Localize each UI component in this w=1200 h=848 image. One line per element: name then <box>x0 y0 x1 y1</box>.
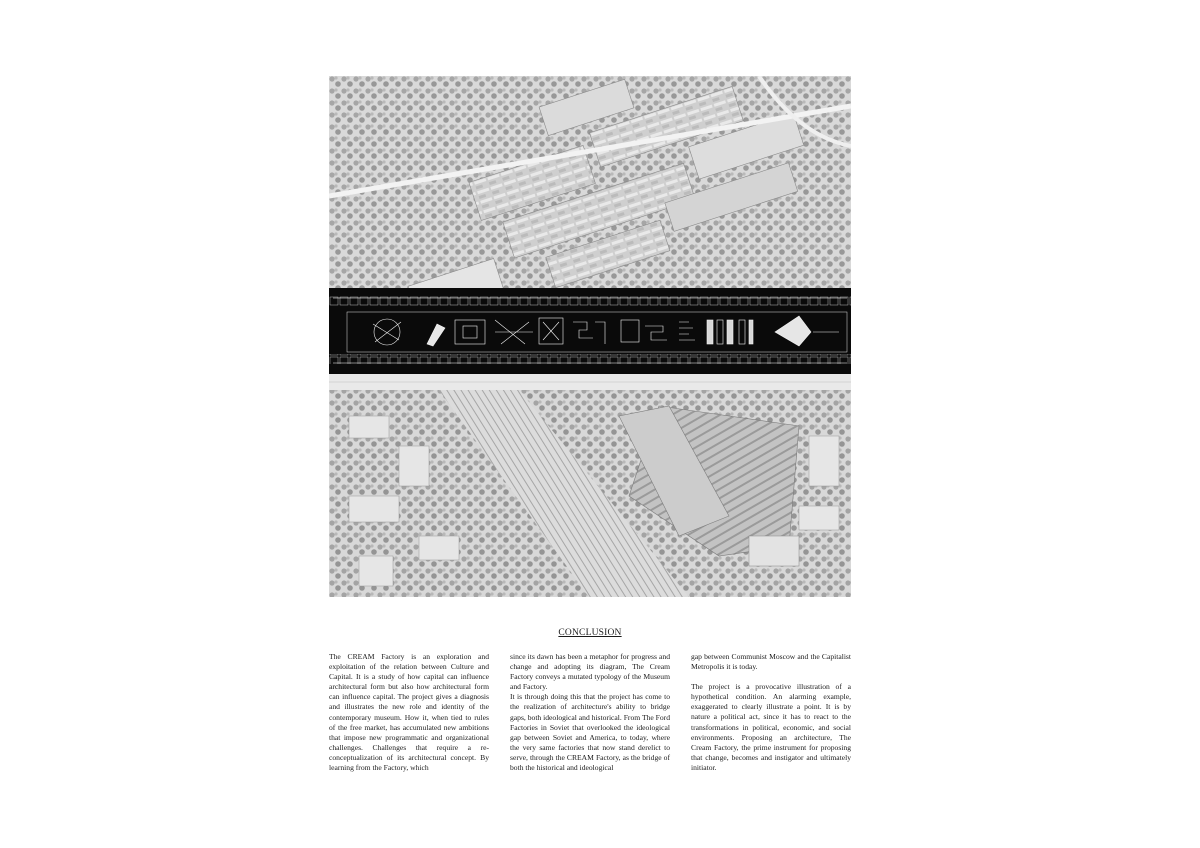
conclusion-heading: CONCLUSION <box>558 628 622 638</box>
text-column-3 <box>691 652 851 773</box>
aerial-site-plan-drawing <box>329 76 851 597</box>
paragraph: It is through doing this that the project has come to the realization of architecture's ability to bridge gaps, both ideological and historical. From The Ford Factories in Soviet that overlooked the ideological gap between Soviet and America, to today, where the very same factories that now stand derelict to serve, through the CREAM Factory, as the bridge of both the historical and ideological <box>510 692 670 773</box>
paragraph: The CREAM Factory is an exploration and exploitation of the relation between Culture and Capital. It is a study of how capital can influence architectural form but also how architectural form can influence capital. The project gives a diagnosis and illustrates the new role and identity of the contemporary museum. How it, when tied to rules of the free market, has accumulated new ambitions that impose new programmatic and organizational challenges. Challenges that require a re-conceptualization of its architectural concept. By learning from the Factory, which <box>329 652 489 773</box>
paragraph: gap between Communist Moscow and the Capitalist Metropolis it is today. <box>691 652 851 672</box>
paragraph: The project is a provocative illustration of a hypothetical condition. An alarming example, exaggerated to clearly illustrate a point. It is by nature a political act, since it has to react to the transformations in political, economic, and social environments. Proposing an architecture, The Cream Factory, the prime instrument for proposing that change, becomes and instigator and ultimately initiator. <box>691 682 851 772</box>
aerial-site-plan-image <box>329 76 851 597</box>
text-column-2 <box>510 652 670 773</box>
text-column-1 <box>329 652 489 773</box>
conclusion-text <box>329 652 851 802</box>
project-section-strip <box>329 288 851 374</box>
paragraph: since its dawn has been a metaphor for progress and change and adopting its diagram, The Cream Factory conveys a mutated typology of the Museum and Factory. <box>510 652 670 692</box>
